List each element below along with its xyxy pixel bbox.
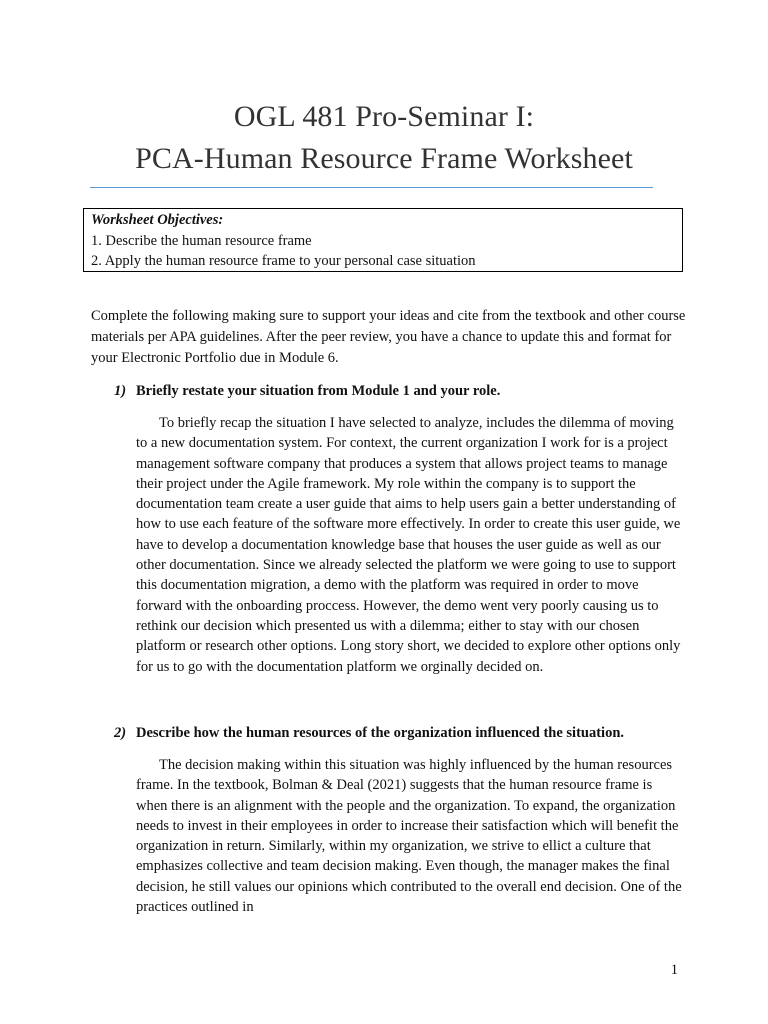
question-text: Describe how the human resources of the organization influenced the situation. — [136, 725, 625, 741]
question-number: 1) — [114, 383, 127, 399]
document-title — [0, 96, 768, 180]
question-1 — [114, 381, 694, 401]
page-number: 1 — [670, 962, 678, 978]
title-line-2: PCA-Human Resource Frame Worksheet — [135, 142, 633, 175]
title-line-1: OGL 481 Pro-Seminar I: — [233, 100, 535, 133]
answer-2-paragraph: The decision making within this situation was highly influenced by the human resources frame. In the textbook, Bolman & Deal (2021) suggests that the human resource frame is when there is an alignment with the people and the organization. To expand, the organization needs to invest in their employees in order to increase their satisfaction which will benefit the organization in return. Similarly, within my organization, we strive to ellict a culture that emphasizes collective and team decision making. Even though, the manager makes the final decision, he still values our opinions which contributed to the overall end decision. One of the practices outlined in — [136, 757, 682, 916]
objectives-heading: Worksheet Objectives: — [91, 212, 224, 228]
worksheet-objectives-box — [83, 208, 683, 272]
instructions-paragraph: Complete the following making sure to support your ideas and cite from the textbook and other course materials per APA guidelines. After the peer review, you have a chance to update this and format for your Electronic Portfolio due in Module 6. — [91, 308, 686, 366]
objective-item: 1. Describe the human resource frame — [91, 232, 312, 249]
title-divider — [90, 187, 653, 188]
question-2 — [114, 723, 694, 743]
question-text: Briefly restate your situation from Module 1 and your role. — [136, 383, 501, 399]
answer-1-paragraph: To briefly recap the situation I have selected to analyze, includes the dilemma of moving to a new documentation system. For context, the current organization I work for is a project management software company that produces a system that allows project teams to manage their project under the Agile framework. My role within the company is to support the documentation team create a user guide that aims to help users gain a better understanding of how to use each feature of the software more effectively. In order to create this user guide, we have to develop a documentation knowledge base that houses the user guide as well as our other documentation. Since we already selected the platform we were going to use to support this documentation migration, a demo with the platform was required in order to move forward with the onboarding proccess. However, the demo went very poorly causing us to rethink our decision which presented us with a dilemma; either to stay with our chosen platform or research other options. Long story short, we decided to explore other options only for us to go with the documentation platform we orginally decided on. — [136, 415, 681, 675]
question-number: 2) — [114, 725, 127, 741]
objective-item: 2. Apply the human resource frame to your personal case situation — [91, 253, 476, 269]
